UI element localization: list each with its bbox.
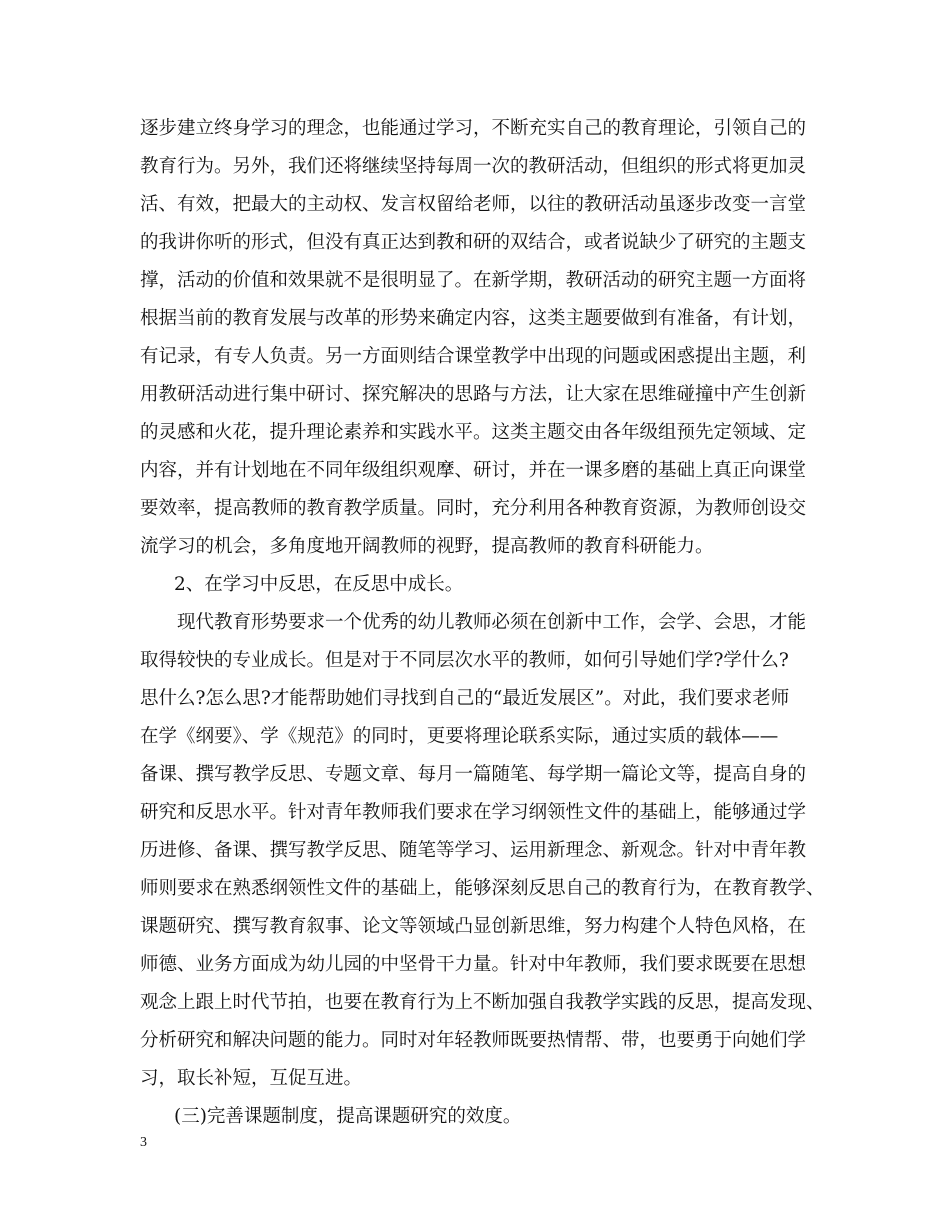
text-line: 的灵感和火花，提升理论素养和实践水平。这类主题交由各年级组预先定领域、定 bbox=[140, 422, 807, 443]
text-line: 思什么?怎么思?才能帮助她们寻找到自己的“最近发展区”。对此，我们要求老师 bbox=[140, 688, 790, 709]
text-line: 历进修、备课、撰写教学反思、随笔等学习、运用新理念、新观念。针对中青年教 bbox=[140, 840, 807, 861]
text-line: 师则要求在熟悉纲领性文件的基础上，能够深刻反思自己的教育行为，在教育教学、 bbox=[140, 878, 825, 899]
text-line: 现代教育形势要求一个优秀的幼儿教师必须在创新中工作，会学、会思，才能 bbox=[177, 612, 807, 633]
text-line: 在学《纲要》、学《规范》的同时，更要将理论联系实际，通过实质的载体—— bbox=[140, 726, 779, 747]
text-line: 师德、业务方面成为幼儿园的中坚骨干力量。针对中年教师，我们要求既要在思想 bbox=[140, 954, 807, 975]
text-line: 内容，并有计划地在不同年级组织观摩、研讨，并在一课多磨的基础上真正向课堂 bbox=[140, 460, 807, 481]
text-line: 要效率，提高教师的教育教学质量。同时，充分利用各种教育资源，为教师创设交 bbox=[140, 498, 807, 519]
text-line: 观念上跟上时代节拍，也要在教育行为上不断加强自我教学实践的反思，提高发现、 bbox=[140, 992, 825, 1013]
text-line: 流学习的机会，多角度地开阔教师的视野，提高教师的教育科研能力。 bbox=[140, 536, 714, 557]
section-heading: (三)完善课题制度，提高课题研究的效度。 bbox=[174, 1106, 522, 1127]
text-line: 取得较快的专业成长。但是对于不同层次水平的教师，如何引导她们学?学什么? bbox=[140, 650, 789, 671]
text-line: 逐步建立终身学习的理念，也能通过学习，不断充实自己的教育理论，引领自己的 bbox=[140, 118, 807, 139]
text-line: 习，取长补短，互促互进。 bbox=[140, 1068, 363, 1089]
text-line: 有记录，有专人负责。另一方面则结合课堂教学中出现的问题或困惑提出主题，利 bbox=[140, 346, 807, 367]
text-line: 备课、撰写教学反思、专题文章、每月一篇随笔、每学期一篇论文等，提高自身的 bbox=[140, 764, 807, 785]
text-line: 根据当前的教育发展与改革的形势来确定内容，这类主题要做到有准备，有计划， bbox=[140, 308, 807, 329]
text-line: 撑，活动的价值和效果就不是很明显了。在新学期，教研活动的研究主题一方面将 bbox=[140, 270, 807, 291]
page-number: 3 bbox=[140, 1135, 147, 1150]
text-line: 研究和反思水平。针对青年教师我们要求在学习纲领性文件的基础上，能够通过学 bbox=[140, 802, 807, 823]
text-line: 教育行为。另外，我们还将继续坚持每周一次的教研活动，但组织的形式将更加灵 bbox=[140, 156, 807, 177]
text-line: 课题研究、撰写教育叙事、论文等领域凸显创新思维，努力构建个人特色风格，在 bbox=[140, 916, 807, 937]
section-heading: 2、在学习中反思，在反思中成长。 bbox=[174, 574, 464, 595]
text-line: 用教研活动进行集中研讨、探究解决的思路与方法，让大家在思维碰撞中产生创新 bbox=[140, 384, 807, 405]
text-line: 分析研究和解决问题的能力。同时对年轻教师既要热情帮、带，也要勇于向她们学 bbox=[140, 1030, 807, 1051]
text-line: 活、有效，把最大的主动权、发言权留给老师，以往的教研活动虽逐步改变一言堂 bbox=[140, 194, 807, 215]
text-line: 的我讲你听的形式，但没有真正达到教和研的双结合，或者说缺少了研究的主题支 bbox=[140, 232, 807, 253]
